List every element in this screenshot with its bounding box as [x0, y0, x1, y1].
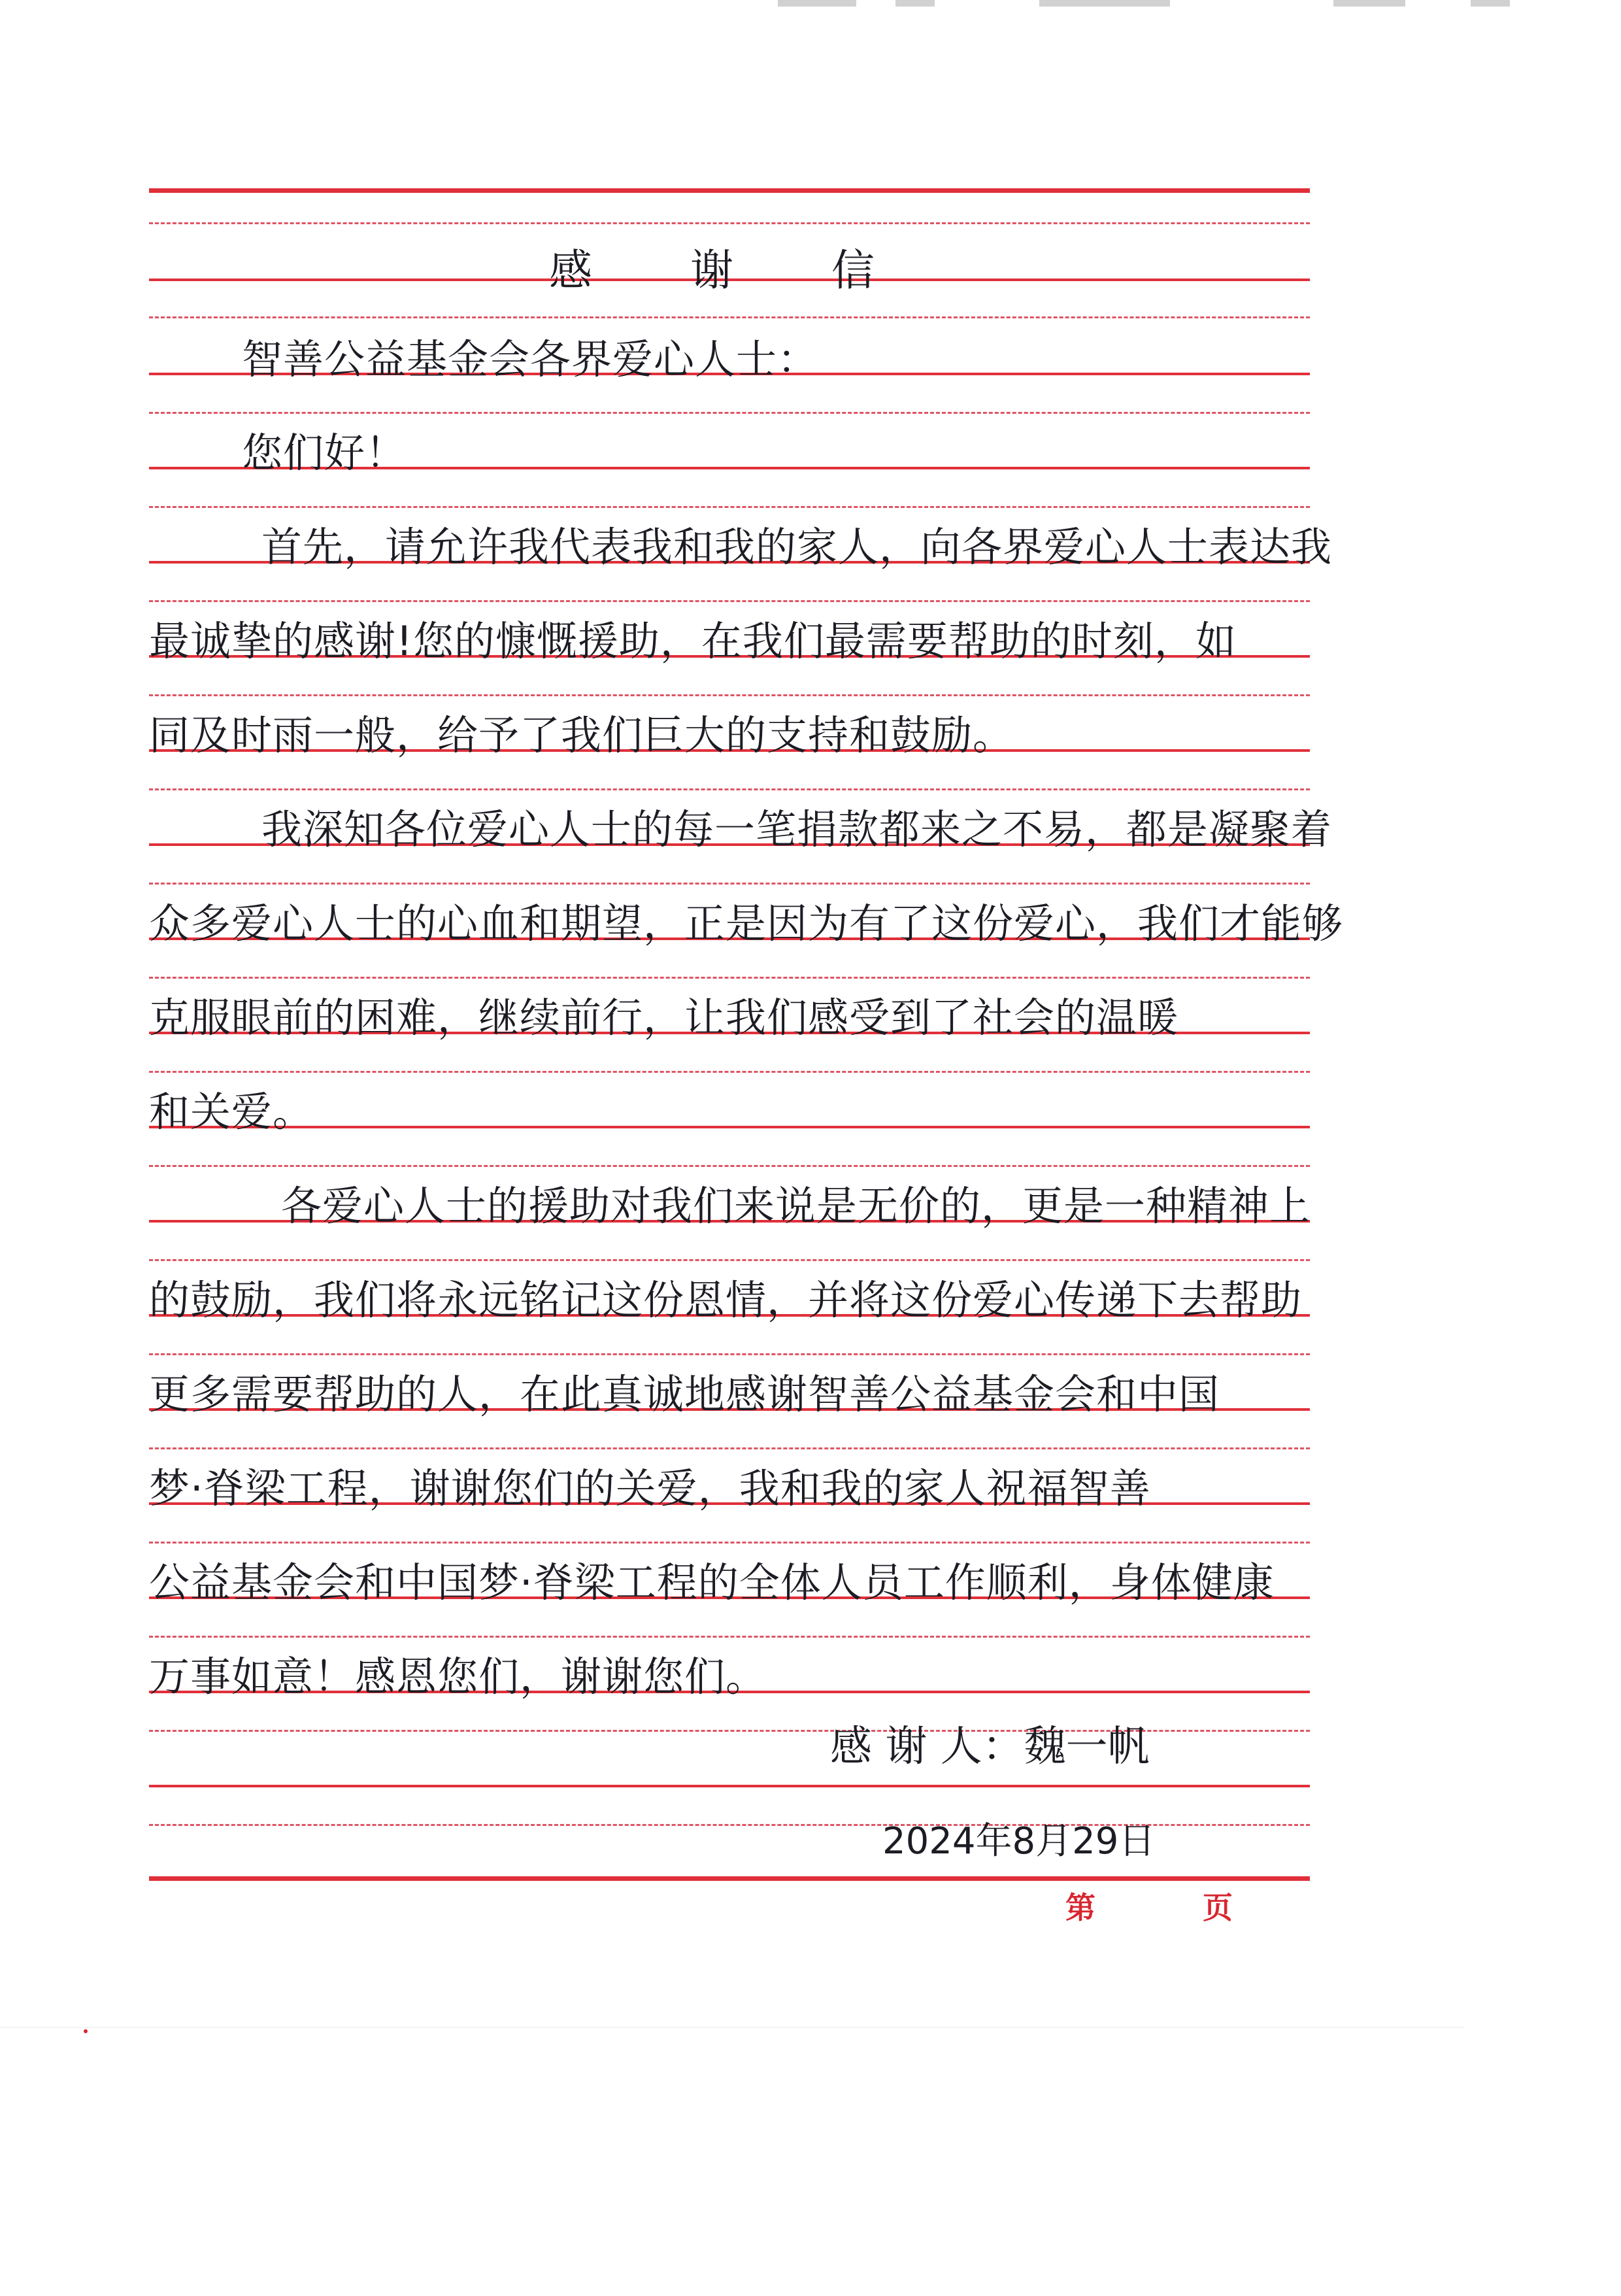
ink-speck — [84, 2029, 88, 2033]
signer-label: 感 谢 人： — [830, 1723, 1024, 1771]
dashed-rule — [149, 1542, 1310, 1544]
signature-block — [830, 1713, 1150, 1773]
salutation: 智善公益基金会各界爱心人士： — [242, 335, 819, 383]
title-char: 谢 — [690, 245, 733, 295]
dashed-rule — [149, 883, 1310, 885]
paragraph-line: 克服眼前的困难，继续前行，让我们感受到了社会的温暖 — [149, 994, 1179, 1041]
dashed-rule — [149, 1447, 1310, 1449]
dashed-rule — [149, 977, 1310, 979]
greeting: 您们好！ — [242, 429, 407, 477]
paragraph-line: 众多爱心人士的心血和期望，正是因为有了这份爱心，我们才能够 — [149, 900, 1344, 947]
dashed-rule — [149, 1071, 1310, 1073]
dashed-rule — [149, 316, 1310, 318]
paragraph-line: 各爱心人士的援助对我们来说是无价的，更是一种精神上 — [281, 1182, 1311, 1230]
signer-name: 魏一帆 — [1024, 1723, 1150, 1771]
paragraph-line: 我深知各位爱心人士的每一笔捐款都来之不易，都是凝聚着 — [261, 805, 1333, 853]
dashed-rule — [149, 1259, 1310, 1261]
paragraph-line: 的鼓励，我们将永远铭记这份恩情，并将这份爱心传递下去帮助 — [149, 1276, 1303, 1324]
paragraph-line: 同及时雨一般，给予了我们巨大的支持和鼓励。 — [149, 711, 1014, 759]
paragraph-line: 和关爱。 — [149, 1088, 314, 1136]
paragraph-line: 更多需要帮助的人，在此真诚地感谢智善公益基金会和中国 — [149, 1370, 1220, 1418]
paragraph-line: 万事如意！感恩您们，谢谢您们。 — [149, 1653, 767, 1700]
paragraph-line: 首先，请允许我代表我和我的家人，向各界爱心人士表达我 — [261, 523, 1333, 571]
paragraph-line: 公益基金会和中国梦·脊梁工程的全体人员工作顺利，身体健康 — [149, 1559, 1275, 1606]
dashed-rule — [149, 1353, 1310, 1355]
dashed-rule — [149, 506, 1310, 508]
dashed-rule — [149, 788, 1310, 790]
dashed-rule — [149, 222, 1310, 224]
title-char: 感 — [549, 245, 592, 295]
page-number-label-prefix: 第 — [1065, 1890, 1095, 1925]
top-border-rule — [149, 188, 1310, 193]
paragraph-line: 梦·脊梁工程，谢谢您们的关爱，我和我的家人祝福智善 — [149, 1464, 1151, 1512]
paragraph-line: 最诚挚的感谢!您的慷慨援助，在我们最需要帮助的时刻，如 — [149, 617, 1237, 665]
dashed-rule — [149, 412, 1310, 414]
page-number-label-suffix: 页 — [1203, 1890, 1233, 1925]
scan-bottom-edge — [0, 2027, 1464, 2028]
letter-title — [549, 235, 973, 297]
title-char: 信 — [831, 245, 875, 295]
dashed-rule — [149, 1165, 1310, 1167]
writing-rule — [149, 1785, 1310, 1787]
letter-date: 2024年8月29日 — [882, 1820, 1156, 1863]
dashed-rule — [149, 694, 1310, 696]
bottom-border-rule — [149, 1876, 1310, 1881]
dashed-rule — [149, 1636, 1310, 1638]
dashed-rule — [149, 600, 1310, 602]
